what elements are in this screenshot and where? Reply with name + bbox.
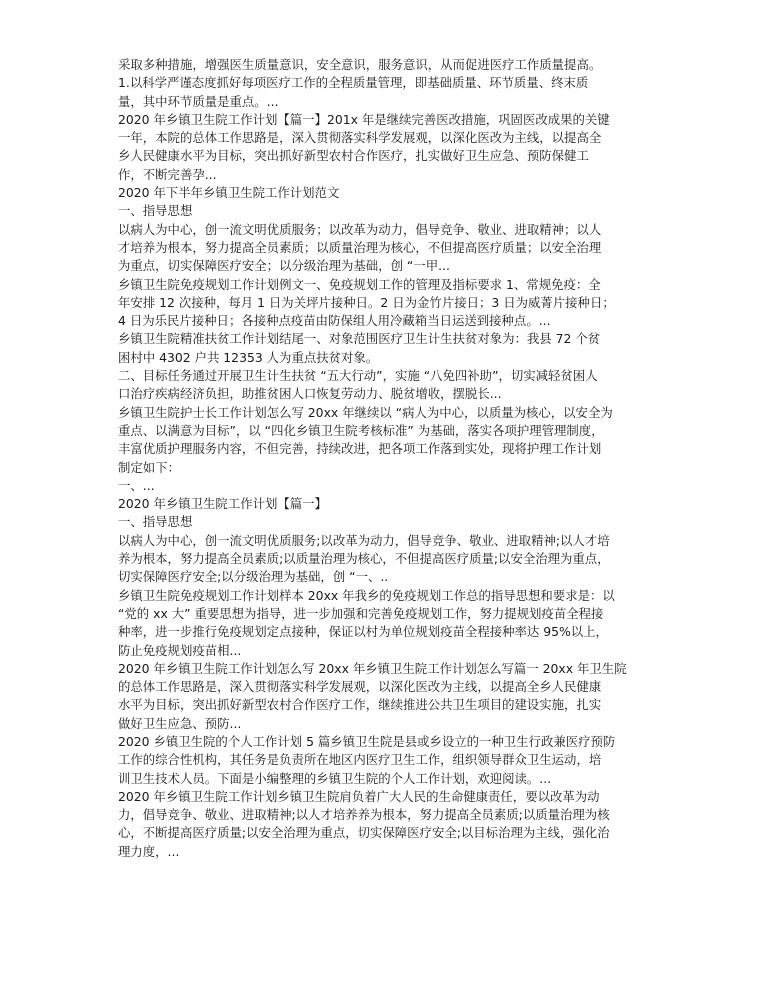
text-line: 2020 年乡镇卫生院工作计划乡镇卫生院肩负着广大人民的生命健康责任，要以改革为动 [118,788,600,804]
text-line: 乡镇卫生院免疫规划工作计划样本 20xx 年我乡的免疫规划工作总的指导思想和要求是：以 [118,587,615,603]
text-line: 乡人民健康水平为目标，突出抓好新型农村合作医疗，扎实做好卫生应急、预防保健工 [118,148,589,164]
text-line: 乡镇卫生院免疫规划工作计划例文一、免疫规划工作的管理及指标要求 1、常规免疫：全 [118,276,601,292]
text-line: “党的 xx 大” 重要思想为指导，进一步加强和完善免疫规划工作，努力提规划疫苗全程接 [118,605,604,621]
text-line: 4 日为乐民片接种日；各接种点疫苗由防保组人用冷藏箱当日运送到接种点。... [118,313,551,329]
text-line: 一、... [118,477,155,493]
text-line: 切实保障医疗安全;以分级治理为基础，创 “一、.. [118,569,389,585]
text-line: 作，不断完善孕... [118,166,217,182]
text-line: 2020 年乡镇卫生院工作计划【篇一】201x 年是继续完善医改措施，巩固医改成果的关键 [118,111,610,127]
text-line: 制定如下： [118,459,180,475]
text-line: 重点、以满意为目标”，以 “四化乡镇卫生院考核标准” 为基础，落实各项护理管理制度， [118,422,604,438]
text-line: 养为根本，努力提高全员素质;以质量治理为核心，不但提高医疗质量;以安全治理为重点， [118,551,610,567]
text-line: 1.以科学严谨态度抓好每项医疗工作的全程质量管理，即基础质量、环节质量、终末质 [118,75,589,91]
text-line: 力，倡导竞争、敬业、进取精神;以人才培养养为根本，努力提高全员素质;以质量治理为核 [118,807,610,823]
text-line: 以病人为中心，创一流文明优质服务;以改革为动力，倡导竞争、敬业、进取精神;以人才培 [118,532,610,548]
text-line: 量，其中环节质量是重点。... [118,93,279,109]
text-line: 训卫生技术人员。下面是小编整理的乡镇卫生院的个人工作计划，欢迎阅读。... [118,770,552,786]
text-line: 二、目标任务通过开展卫生计生扶贫 “五大行动”，实施 “八免四补助”，切实减轻贫困人 [118,368,598,384]
text-line: 困村中 4302 户共 12353 人为重点扶贫对象。 [118,349,379,365]
text-line: 一年，本院的总体工作思路是，深入贯彻落实科学发展观，以深化医改为主线，以提高全 [118,130,602,146]
text-line: 采取多种措施，增强医生质量意识，安全意识，服务意识，从而促进医疗工作质量提高。 [118,57,602,72]
text-line: 才培养为根本，努力提高全员素质；以质量治理为核心，不但提高医疗质量；以安全治理 [118,239,602,255]
text-line: 心，不断提高医疗质量;以安全治理为重点，切实保障医疗安全;以目标治理为主线，强化治 [118,825,610,841]
text-line: 一、指导思想 [118,203,193,219]
text-line: 为重点，切实保障医疗安全；以分级治理为基础，创 “一甲... [118,258,450,274]
text-line: 防止免疫规划疫苗相... [118,642,242,658]
text-line: 2020 年乡镇卫生院工作计划怎么写 20xx 年乡镇卫生院工作计划怎么写篇一 20xx 年卫生院 [118,660,627,676]
text-line: 丰富优质护理服务内容，不但完善，持续改进，把各项工作落到实处，现将护理工作计划 [118,441,602,457]
text-line: 2020 年乡镇卫生院工作计划【篇一】 [118,496,327,512]
text-line: 工作的综合性机构，其任务是负责所在地区内医疗卫生工作，组织领导群众卫生运动，培 [118,752,602,768]
text-line: 一、指导思想 [118,514,193,530]
text-line: 口治疗疾病经济负担，助推贫困人口恢复劳动力、脱贫增收，摆脱长... [118,386,502,402]
text-line: 种率，进一步推行免疫规划定点接种，保证以村为单位规划疫苗全程接种率达 95%以上， [118,624,608,640]
text-line: 做好卫生应急、预防... [118,715,242,731]
text-line: 理力度，... [118,843,180,859]
document-body [118,56,658,861]
text-line: 乡镇卫生院精准扶贫工作计划结尾一、对象范围医疗卫生计生扶贫对象为：我县 72 个贫 [118,331,601,347]
text-line: 年安排 12 次接种，每月 1 日为关坪片接种日。2 日为金竹片接日；3 日为威菁片接种日； [118,294,615,310]
text-line: 的总体工作思路是，深入贯彻落实科学发展观，以深化医改为主线，以提高全乡人民健康 [118,679,602,695]
text-line: 2020 年下半年乡镇卫生院工作计划范文 [118,185,340,201]
text-line: 乡镇卫生院护士长工作计划怎么写 20xx 年继续以 “病人为中心，以质量为核心，以安全为 [118,404,613,420]
text-line: 水平为目标，突出抓好新型农村合作医疗工作，继续推进公共卫生项目的建设实施，扎实 [118,697,602,713]
text-line: 2020 乡镇卫生院的个人工作计划 5 篇乡镇卫生院是县或乡设立的一种卫生行政兼医疗预防 [118,733,616,749]
text-line: 以病人为中心，创一流文明优质服务；以改革为动力，倡导竞争、敬业、进取精神；以人 [118,221,602,237]
